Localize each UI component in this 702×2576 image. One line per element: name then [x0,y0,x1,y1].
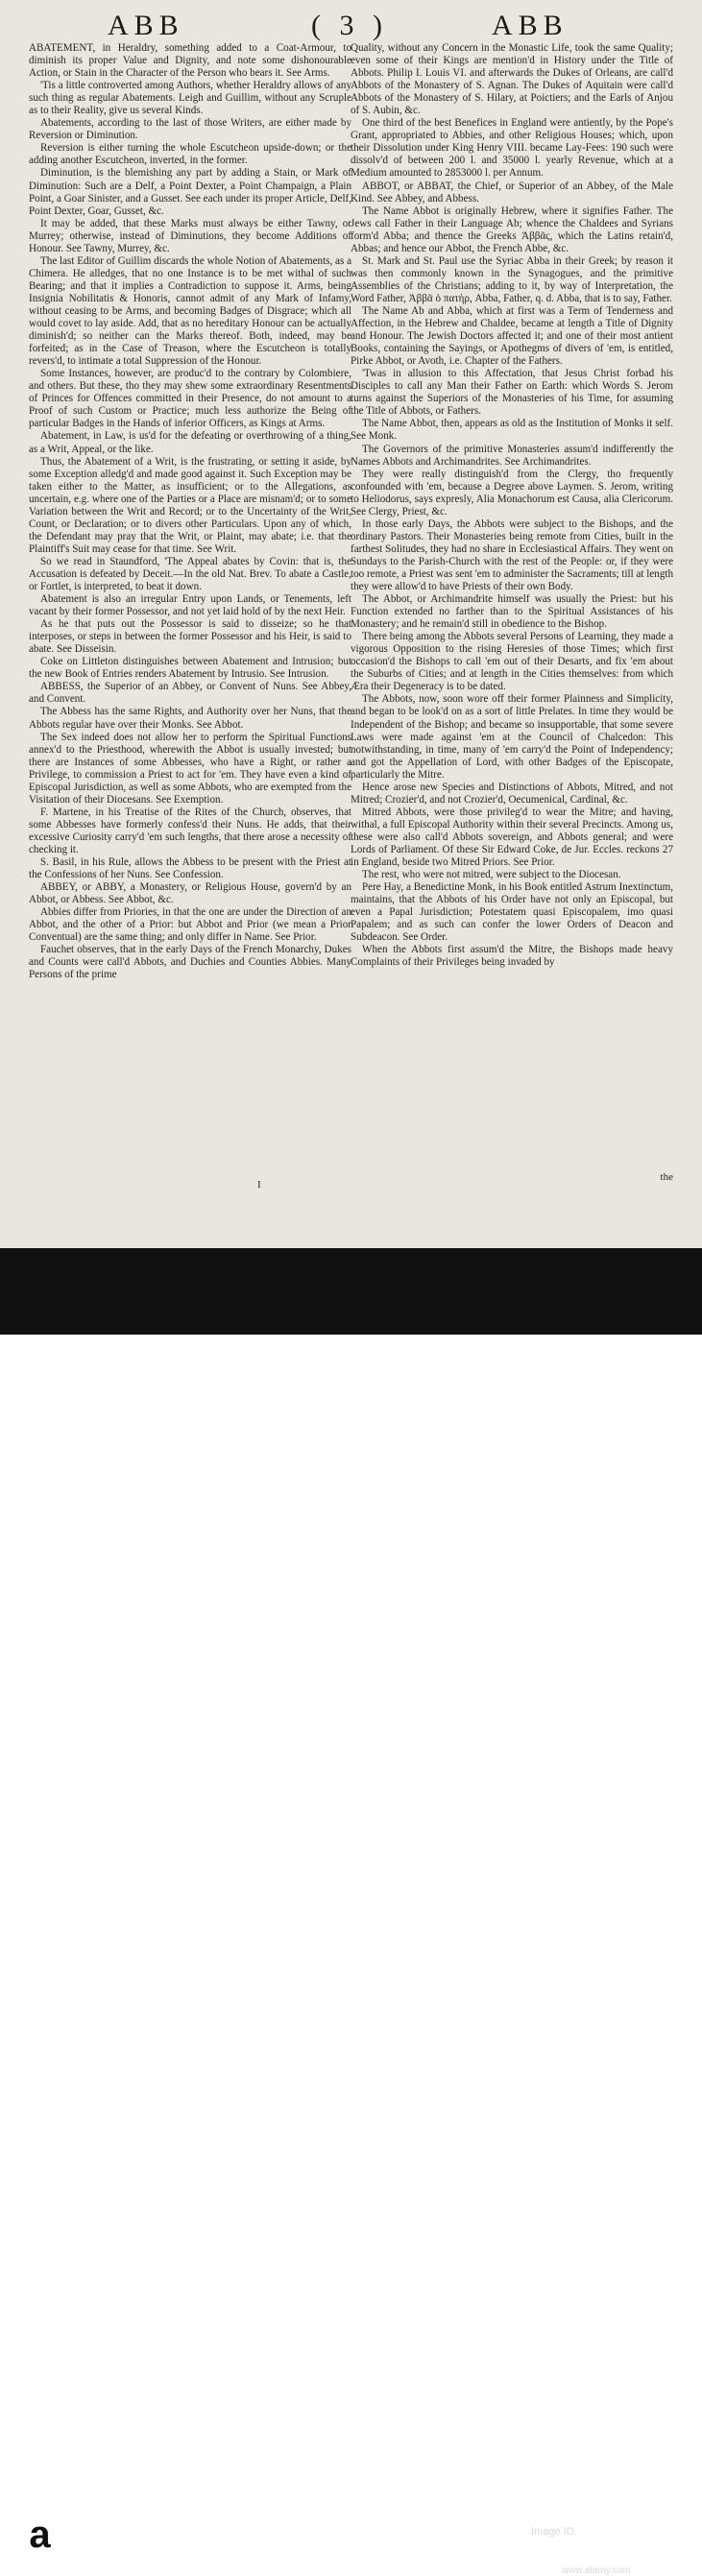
stock-id-label: Image ID: [531,2526,577,2538]
paragraph: The Abbess has the same Rights, and Authority over her Nuns, that the Abbots regular have over their Monks. See Abbot. [29,706,351,731]
header-left: ABB [108,10,184,41]
paragraph: Abatement is also an irregular Entry upon Lands, or Tenements, left vacant by their former Possessor, and not yet laid hold of by the next Heir. [29,593,351,618]
paragraph: Hence arose new Species and Distinctions of Abbots, Mitred, and not Mitred; Crozier'd, and not Crozier'd, Oecumenical, Cardinal, &c. [351,781,673,806]
paragraph: St. Mark and St. Paul use the Syriac Abba in their Greek; by reason it was then commonly known in the Synagogues, and the primitive Assemblies of the Christians; adding to it, by way of Interpretation, the Word Father, Ἀββᾶ ὁ πατὴρ, Abba, Father, q. d. Abba, that is to say, Father. [351,254,673,304]
left-column [29,42,351,1171]
paragraph: Fauchet observes, that in the early Days of the French Monarchy, Dukes and Counts were call'd Abbots, and Duchies and Counties Abbies. Many Persons of the prime [29,944,351,981]
paragraph: Thus, the Abatement of a Writ, is the frustrating, or setting it aside, by some Exception alledg'd and made good against it. Such Exception may be taken either to the Matter, as insufficient; or to the Allegations, as uncertain, e.g. where one of the Parties or a Place are misnam'd; or to some Variation between the Writ and Record; or to the Uncertainty of the Writ, Count, or Declaration; or to divers other Particulars. Upon any of which, the Defendant may pray that the Writ, or Plaint, may abate; i.e. that the Plaintiff's Suit may cease for that time. See Writ. [29,455,351,555]
paragraph: In those early Days, the Abbots were subject to the Bishops, and the ordinary Pastors. Their Monasteries being remote from Cities, built in the farthest Solitudes, they had no share in Ecclesiastical Affairs. They went on Sundays to the Parish-Church with the rest of the People: or, if they were too remote, a Priest was sent 'em to administer the Sacraments; till at length they were allow'd to have Priests of their own Body. [351,518,673,593]
paragraph: Mitred Abbots, were those privileg'd to wear the Mitre; and having, withal, a full Episcopal Authority within their several Precincts. Among us, these were also call'd Abbots sovereign, and Abbots general; and were Lords of Parliament. Of these Sir Edward Coke, de Jur. Eccles. reckons 27 in England, beside two Mitred Priors. See Prior. [351,806,673,869]
book-page [0,0,702,1248]
paragraph: There being among the Abbots several Persons of Learning, they made a vigorous Opposition to the rising Heresies of those Times; which first occasion'd the Bishops to call 'em out of their Desarts, and fix 'em about the Suburbs of Cities; and at length in the Cities themselves: from which Æra their Degeneracy is to be dated. [351,631,673,693]
paragraph: Reversion is either turning the whole Escutcheon upside-down; or the adding another Escutcheon, inverted, in the former. [29,142,351,167]
paragraph: They were really distinguish'd from the Clergy, tho frequently confounded with 'em, because a Degree above Laymen. S. Jerom, writing to Heliodorus, says expresly, Alia Monachorum est Causa, alia Clericorum. See Clergy, Priest, &c. [351,468,673,518]
paragraph: Abbies differ from Priories, in that the one are under the Direction of an Abbot, and the other of a Prior: but Abbot and Prior (we mean a Prior Conventual) are the same thing; and only differ in Name. See Prior. [29,906,351,944]
catchword: the [660,1171,673,1183]
watermark-strip [0,1248,702,2576]
paragraph: Abatement, in Law, is us'd for the defeating or overthrowing of a thing, as a Writ, Appeal, or the like. [29,430,351,455]
stock-url: www.alamy.com [562,2565,631,2576]
logo-text: alamy [58,2514,162,2556]
page-number: ( 3 ) [311,10,388,41]
paragraph: ABBESS, the Superior of an Abbey, or Convent of Nuns. See Abbey, and Convent. [29,681,351,706]
paragraph: Abatements, according to the last of those Writers, are either made by Reversion or Diminution. [29,117,351,142]
stock-id-value: JFYFT8 [531,2538,586,2553]
paragraph: As he that puts out the Possessor is said to disseize; so he that interposes, or steps in between the former Possessor and his Heir, is said to abate. See Disseisin. [29,618,351,656]
signature-mark: I [257,1179,261,1191]
paragraph: The Name Abbot, then, appears as old as the Institution of Monks it self. See Monk. [351,418,673,443]
paragraph: ABBOT, or ABBAT, the Chief, or Superior of an Abbey, of the Male Kind. See Abbey, and Abbess. [351,180,673,205]
paragraph: It may be added, that these Marks must always be either Tawny, or Murrey; otherwise, instead of Diminutions, they become Additions of Honour. See Tawny, Murrey, &c. [29,217,351,254]
paragraph: One third of the best Benefices in England were antiently, by the Pope's Grant, appropriated to Abbies, and other Religious Houses; which, upon their Dissolution under King Henry VIII. became Lay-Fees: 190 such were dissolv'd of between 200 l. and 35000 l. yearly Revenue, which at a Medium amounted to 2853000 l. per Annum. [351,117,673,180]
alamy-logo [23,2514,161,2557]
paragraph: When the Abbots first assum'd the Mitre, the Bishops made heavy Complaints of their Privileges being invaded by [351,944,673,969]
paragraph: Some Instances, however, are produc'd to the contrary by Colombiere, and others. But these, tho they may shew some extraordinary Resentments of Princes for Offences committed in their Presence, do not amount to a Proof of such Custom or Practice; much less authorize the Being of particular Badges in the Hands of inferior Officers, as Kings at Arms. [29,368,351,430]
right-column [351,42,673,1171]
header-right: ABB [492,10,569,41]
paragraph: Quality, without any Concern in the Monastic Life, took the same Quality; even some of their Kings are mention'd in History under the Title of Abbots. Philip I. Louis VI. and afterwards the Dukes of Orleans, are call'd Abbots of the Monastery of S. Agnan. The Dukes of Aquitain were call'd Abbots of the Monastery of S. Hilary, at Poictiers; and the Earls of Anjou of S. Aubin, &c. [351,42,673,117]
paragraph: The Governors of the primitive Monasteries assum'd indifferently the Names Abbots and Archimandrites. See Archimandrites. [351,443,673,468]
paragraph: S. Basil, in his Rule, allows the Abbess to be present with the Priest at the Confessions of her Nuns. See Confession. [29,856,351,881]
paragraph: The rest, who were not mitred, were subject to the Diocesan. [362,869,621,881]
paragraph: The Abbots, now, soon wore off their former Plainness and Simplicity, and began to be look'd on as a sort of little Prelates. In time they would be Independent of the Bishop; and became so insupportable, that some severe Laws were made against 'em at the Council of Chalcedon: This notwithstanding, in time, many of 'em carry'd the Point of Independency; and got the Appellation of Lord, with other Badges of the Episcopate, particularly the Mitre. [351,693,673,781]
paragraph: The last Editor of Guillim discards the whole Notion of Abatements, as a Chimera. He alledges, that no one Instance is to be met withal of such Bearing; and that it implies a Contradiction to suppose it. Arms, being Insignia Nobilitatis & Honoris, cannot admit of any Mark of Infamy, without ceasing to be Arms, and becoming Badges of Disgrace; which all would covet to lay aside. Add, that as no hereditary Honour can be actually diminish'd; so neither can the Marks thereof. Both, indeed, may be forfeited; as in the Case of Treason, where the Escutcheon is totally revers'd, to intimate a total Suppression of the Honour. [29,254,351,368]
paragraph: 'Twas in allusion to this Affectation, that Jesus Christ forbad his Disciples to call any Man their Father on Earth: which Words S. Jerom turns against the Superiors of the Monasteries of his Time, for assuming the Title of Abbots, or Fathers. [351,368,673,418]
paragraph: F. Martene, in his Treatise of the Rites of the Church, observes, that some Abbesses have formerly confess'd their Nuns. He adds, that their excessive Curiosity carry'd 'em such lengths, that there arose a necessity of checking it. [29,806,351,855]
paragraph: Pere Hay, a Benedictine Monk, in his Book entitled Astrum Inextinctum, maintains, that the Abbots of his Order have not only an Episcopal, but even a Papal Jurisdiction; Potestatem quasi Episcopalem, imo quasi Papalem; and as such can confer the lower Orders of Deacon and Subdeacon. See Order. [351,881,673,944]
paragraph: 'Tis a little controverted among Authors, whether Heraldry allows of any such thing as regular Abatements. Leigh and Guillim, without any Scruple as to their Reality, give us several Kinds. [29,80,351,117]
paragraph: Diminution, is the blemishing any part by adding a Stain, or Mark of Diminution: Such are a Delf, a Point Dexter, a Point Champaign, a Plain Point, a Goar Sinister, and a Gusset. See each under its proper Article, Delf, Point Dexter, Goar, Gusset, &c. [29,167,351,217]
paragraph: So we read in Staundford, 'The Appeal abates by Covin: that is, the Accusation is defeated by Deceit.—In the old Nat. Brev. To abate a Castle, or Fortlet, is interpreted, to beat it down. [29,555,351,593]
stock-id [531,2526,586,2553]
paragraph: The Sex indeed does not allow her to perform the Spiritual Functions annex'd to the Priesthood, wherewith the Abbot is usually invested; but there are Instances of some Abbesses, who have a Right, or rather a Privilege, to commission a Priest to act for 'em. They have even a kind of Episcopal Jurisdiction, as well as some Abbots, who are exempted from the Visitation of their Diocesans. See Exemption. [29,731,351,806]
paragraph: The Abbot, or Archimandrite himself was usually the Priest: but his Function extended no farther than to the Spiritual Assistances of his Monastery; and he remain'd still in obedience to the Bishop. [351,593,673,631]
paragraph: The Name Ab and Abba, which at first was a Term of Tenderness and Affection, in the Hebrew and Chaldee, became at length a Title of Dignity and Honour. The Jewish Doctors affected it; and one of their most antient Books, containing the Sayings, or Apothegms of divers of 'em, is entitled, Pirke Abbot, or Avoth, i.e. Chapter of the Fathers. [351,304,673,368]
paragraph: ABATEMENT, in Heraldry, something added to a Coat-Armour, to diminish its proper Value and Dignity, and note some dishonourable Action, or Stain in the Character of the Person who bears it. See Arms. [29,42,351,80]
paragraph: Coke on Littleton distinguishes between Abatement and Intrusion; but the new Book of Entries renders Abatement by Intrusio. See Intrusion. [29,656,351,681]
paragraph: The Name Abbot is originally Hebrew, where it signifies Father. The Jews call Father in their Language Ab; whence the Chaldees and Syrians form'd Abba; and thence the Greeks Ἀββᾶς, which the Latins retain'd, Abbas; and hence our Abbot, the French Abbe, &c. [351,205,673,254]
paragraph: ABBEY, or ABBY, a Monastery, or Religious House, govern'd by an Abbot, or Abbess. See Abbot, &c. [29,881,351,906]
logo-a-icon: a [23,2516,56,2552]
